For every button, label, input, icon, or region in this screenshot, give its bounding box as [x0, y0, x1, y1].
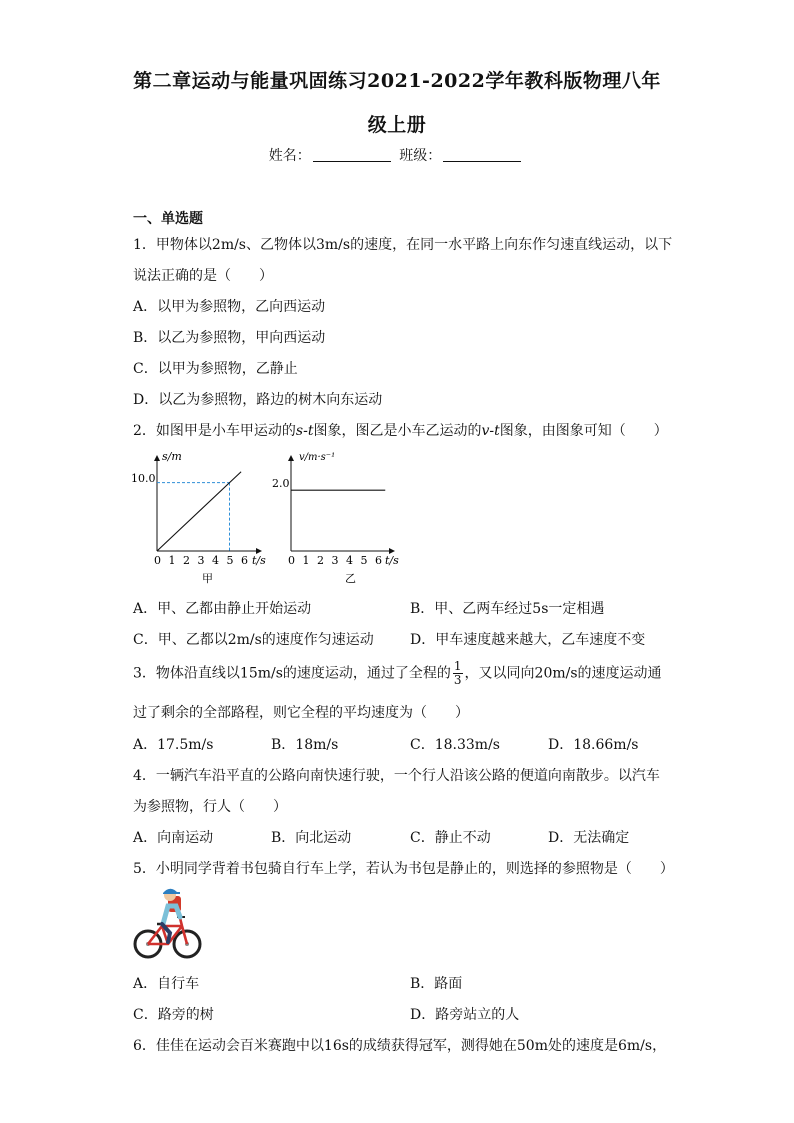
q4-option-b[interactable]: B．向北运动 — [271, 830, 352, 846]
q3-fraction — [453, 660, 463, 687]
q3-stem-line1 — [133, 660, 662, 687]
class-label: 班级： — [399, 148, 442, 164]
page-title-line1: 第二章运动与能量巩固练习2021-2022学年教科版物理八年 — [133, 70, 661, 92]
yi-ytick: 2.0 — [272, 477, 290, 490]
q1-option-c[interactable]: C．以甲为参照物，乙静止 — [133, 361, 298, 377]
q3-stem-part-b: ，又以同向20m/s的速度运动通 — [464, 665, 662, 682]
q3-stem-part-a: 3．物体沿直线以15m/s的速度运动，通过了全程的 — [133, 665, 451, 682]
jia-x-ticks — [154, 554, 248, 567]
q5-option-d[interactable]: D．路旁站立的人 — [410, 1007, 520, 1023]
jia-series-line — [157, 472, 241, 551]
jia-xtick-4: 4 — [212, 554, 219, 567]
name-blank[interactable] — [313, 147, 391, 162]
q4-option-d[interactable]: D．无法确定 — [548, 830, 630, 846]
q3-stem-line2: 过了剩余的全部路程，则它全程的平均速度为（ ） — [133, 705, 469, 721]
q1-stem-line2: 说法正确的是（ ） — [133, 268, 273, 284]
jia-ytick: 10.0 — [131, 472, 156, 485]
q2-option-b[interactable]: B．甲、乙两车经过5s一定相遇 — [410, 601, 605, 617]
q2-option-a[interactable]: A．甲、乙都由静止开始运动 — [133, 601, 312, 617]
q3-option-c[interactable]: C．18.33m/s — [410, 737, 500, 753]
yi-xtick-3: 3 — [331, 554, 339, 567]
q2-stem-part-b: 图象，图乙是小车乙运动的 — [313, 423, 482, 439]
q1-option-b[interactable]: B．以乙为参照物，甲向西运动 — [133, 330, 326, 346]
yi-xtick-5: 5 — [360, 554, 368, 567]
yi-xtick-6: 6 — [375, 554, 382, 567]
page-title-line2: 级上册 — [367, 114, 427, 136]
jia-ylabel: s/m — [162, 450, 182, 463]
q1-option-d[interactable]: D．以乙为参照物，路边的树木向东运动 — [133, 392, 383, 408]
q4-option-a[interactable]: A．向南运动 — [133, 830, 214, 846]
chart-jia — [128, 448, 276, 588]
section-heading: 一、单选题 — [133, 211, 203, 227]
chart-yi — [268, 448, 416, 588]
q4-stem-line2: 为参照物，行人（ ） — [133, 799, 287, 815]
jia-xtick-1: 1 — [168, 554, 176, 567]
q2-st-label: s-t — [295, 423, 314, 439]
jia-xtick-3: 3 — [197, 554, 205, 567]
q2-option-d[interactable]: D．甲车速度越来越大，乙车速度不变 — [410, 632, 646, 648]
q3-frac-den: 3 — [453, 673, 462, 687]
yi-xtick-0: 0 — [288, 554, 295, 567]
yi-xtick-4: 4 — [346, 554, 353, 567]
yi-xtick-2: 2 — [317, 554, 324, 567]
q2-stem-part-a: 2．如图甲是小车甲运动的 — [133, 423, 296, 439]
yi-x-ticks — [288, 554, 382, 567]
q4-stem-line1: 4．一辆汽车沿平直的公路向南快速行驶，一个行人沿该公路的便道向南散步。以汽车 — [133, 768, 660, 784]
jia-xtick-2: 2 — [183, 554, 190, 567]
q6-stem: 6．佳佳在运动会百米赛跑中以16s的成绩获得冠军，测得她在50m处的速度是6m/s， — [133, 1038, 667, 1054]
q3-option-d[interactable]: D．18.66m/s — [548, 737, 639, 753]
yi-xlabel: t/s — [385, 554, 399, 567]
jia-xlabel: t/s — [252, 554, 266, 567]
q3-option-b[interactable]: B．18m/s — [271, 737, 339, 753]
q1-stem-line1: 1．甲物体以2m/s、乙物体以3m/s的速度，在同一水平路上向东作匀速直线运动，以下 — [133, 237, 673, 253]
rider-cap — [163, 889, 180, 894]
cyclist-illustration — [132, 884, 204, 962]
q2-stem — [133, 420, 668, 440]
yi-xtick-1: 1 — [302, 554, 310, 567]
jia-caption: 甲 — [202, 572, 213, 585]
q2-stem-part-c: 图象，由图象可知（ ） — [499, 423, 668, 439]
jia-xtick-6: 6 — [241, 554, 248, 567]
q4-option-c[interactable]: C．静止不动 — [410, 830, 491, 846]
q5-option-a[interactable]: A．自行车 — [133, 976, 200, 992]
class-blank[interactable] — [443, 147, 521, 162]
yi-ylabel: v/m·s⁻¹ — [299, 452, 336, 463]
q2-vt-label: v-t — [481, 423, 500, 439]
q1-option-a[interactable]: A．以甲为参照物，乙向西运动 — [133, 299, 326, 315]
yi-caption: 乙 — [345, 572, 356, 585]
q5-stem: 5．小明同学背着书包骑自行车上学，若认为书包是静止的，则选择的参照物是（ ） — [133, 861, 674, 877]
q5-option-b[interactable]: B．路面 — [410, 976, 463, 992]
q2-option-c[interactable]: C．甲、乙都以2m/s的速度作匀速运动 — [133, 632, 374, 648]
q5-option-c[interactable]: C．路旁的树 — [133, 1007, 214, 1023]
student-info — [0, 145, 794, 165]
jia-xtick-0: 0 — [154, 554, 161, 567]
name-label: 姓名： — [268, 148, 311, 164]
q3-frac-num: 1 — [453, 659, 462, 673]
q3-option-a[interactable]: A．17.5m/s — [133, 737, 214, 753]
jia-xtick-5: 5 — [226, 554, 234, 567]
